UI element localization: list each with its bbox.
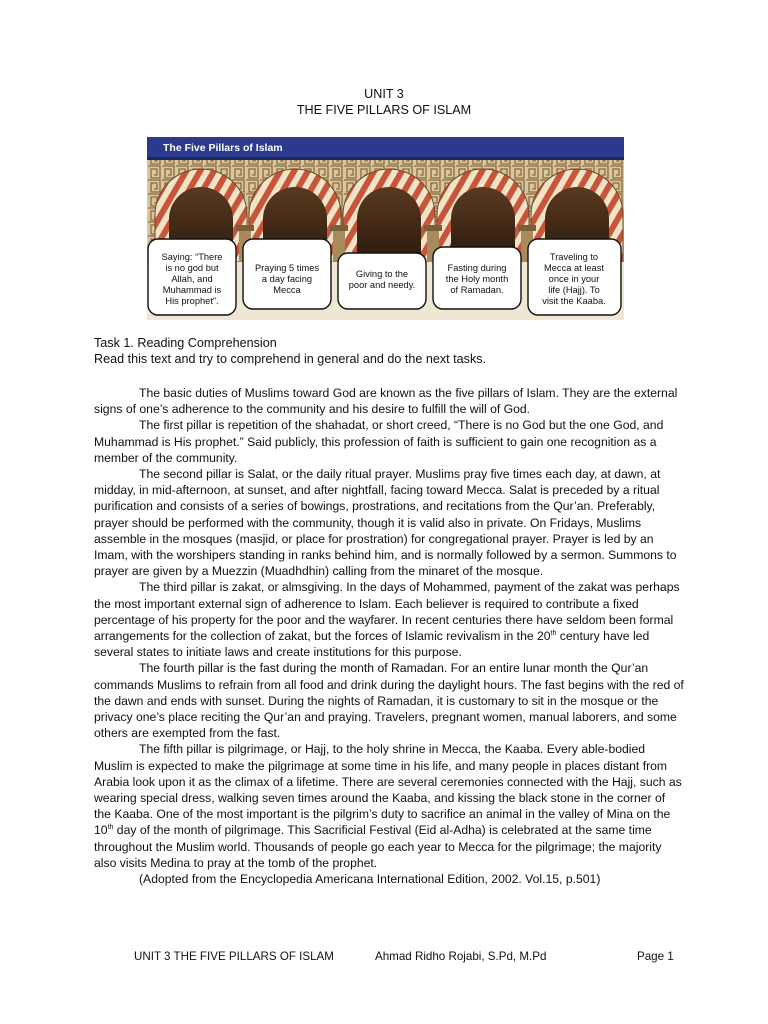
caption-5-line-1: Traveling to bbox=[549, 252, 599, 262]
page-header bbox=[0, 86, 768, 118]
task-title: Task 1. Reading Comprehension bbox=[94, 336, 277, 350]
task-instruction: Read this text and try to comprehend in general and do the next tasks. bbox=[94, 352, 487, 366]
fifth-pillar-text-a: The fifth pillar is pilgrimage, or Hajj, to the holy shrine in Mecca, the Kaaba. Every able-bodied Muslim is expected to make the pilgrimage at some time in his life, and many people in places distant from Arabia look upon it as the climax of a lifetime. There are several ceremonies connected with the Hajj, such as wearing special dress, walking seven times around the Kaaba, and kissing the black stone in the corner of the Kaaba. One of the most important is the pilgrim’s duty to sacrifice an animal in the valley of Mina on the 10 bbox=[94, 742, 682, 838]
five-pillars-illustration bbox=[147, 137, 624, 320]
unit-label: UNIT 3 bbox=[364, 87, 404, 101]
caption-4-line-3: of Ramadan. bbox=[450, 285, 504, 295]
footer-page-number: Page 1 bbox=[637, 950, 674, 963]
paragraph-second-pillar: The second pillar is Salat, or the daily ritual prayer. Muslims pray five times each day, at dawn, at midday, in mid-afternoon, at sunset, and after nightfall, facing toward Mecca. Salat is preceded by a ritual purification and consists of a series of bowings, prostrations, and recitations from the Qur’an. Preferably, prayer should be performed with the community, though it is valid also in private. On Fridays, Muslims assemble in the mosques (masjid, or place for prostration) for congregational prayer. Prayer is led by an Imam, with the worshipers standing in ranks behind him, and is normally followed by a sermon. Summons to prayer are given by a Muezzin (Muadhdhin) calling from the minaret of the mosque. bbox=[94, 467, 677, 579]
banner-title: The Five Pillars of Islam bbox=[163, 142, 283, 154]
paragraph-intro: The basic duties of Muslims toward God are known as the five pillars of Islam. They are the external signs of one’s adherence to the community and his desire to fulfill the will of God. bbox=[94, 386, 678, 417]
caption-4-line-2: the Holy month bbox=[445, 274, 509, 284]
third-pillar-superscript: th bbox=[550, 630, 557, 638]
third-pillar-text-b: century have led several states to initiate laws and create institutions for this purpose. bbox=[94, 629, 650, 660]
task-section bbox=[94, 335, 684, 367]
caption-1-line-5: His prophet”. bbox=[165, 296, 219, 306]
third-pillar-text-a: The third pillar is zakat, or almsgiving. In the days of Mohammed, payment of the zakat was perhaps the most important external sign of adherence to Islam. Each believer is required to contribute a fixed percentage of his property for the poor and the wayfarer. In recent centuries there have seldom been formal arrangements for the collection of zakat, but the forces of Islamic revivalism in the 20 bbox=[94, 580, 680, 644]
caption-1-line-3: Allah, and bbox=[171, 274, 213, 284]
caption-5 bbox=[542, 252, 606, 306]
footer-author: Ahmad Ridho Rojabi, S.Pd, M.Pd bbox=[375, 950, 547, 963]
footer-unit-title: UNIT 3 THE FIVE PILLARS OF ISLAM bbox=[134, 950, 334, 963]
caption-1-line-4: Muhammad is bbox=[162, 285, 222, 295]
source-citation: (Adopted from the Encyclopedia Americana International Edition, 2002. Vol.15, p.501) bbox=[139, 872, 601, 887]
caption-5-line-2: Mecca at least bbox=[544, 263, 604, 273]
caption-4 bbox=[446, 263, 509, 295]
caption-3 bbox=[349, 269, 416, 290]
caption-5-line-4: life (Hajj). To bbox=[548, 285, 600, 295]
fifth-pillar-text-b: day of the month of pilgrimage. This Sacrificial Festival (Eid al-Adha) is celebrated at the same time throughout the Muslim world. Thousands of people go each year to Mecca for the pilgrimage; the majority also visits Medina to pray at the tomb of the prophet. bbox=[94, 823, 662, 870]
caption-3-line-2: poor and needy. bbox=[348, 280, 416, 290]
caption-1-line-1: Saying: “There bbox=[161, 252, 223, 262]
caption-5-line-3: once in your bbox=[548, 274, 600, 284]
paragraph-fourth-pillar: The fourth pillar is the fast during the month of Ramadan. For an entire lunar month the Qur’an commands Muslims to refrain from all food and drink during the daylight hours. The fast begins with the red of the dawn and ends with sunset. During the nights of Ramadan, it is customary to sit in the mosque or the privacy one’s place reciting the Qur’an and praying. Travelers, pregnant women, manual laborers, and some others are exempted from the fast. bbox=[94, 661, 684, 741]
caption-2-line-1: Praying 5 times bbox=[254, 263, 320, 273]
caption-2-line-2: a day facing bbox=[261, 274, 313, 284]
caption-1-line-2: is no god but bbox=[165, 263, 219, 273]
caption-3-line-1: Giving to the bbox=[355, 269, 409, 279]
fifth-pillar-superscript: th bbox=[107, 824, 114, 832]
caption-4-line-1: Fasting during bbox=[447, 263, 507, 273]
paragraph-first-pillar: The first pillar is repetition of the shahadat, or short creed, “There is no God but the one God, and Muhammad is His prophet.” Said publicly, this profession of faith is sufficient to gain one recognition as a member of the community. bbox=[94, 418, 664, 465]
caption-5-line-5: visit the Kaaba. bbox=[542, 296, 606, 306]
paragraph-third-pillar bbox=[94, 579, 684, 660]
reading-text bbox=[94, 385, 684, 887]
page-title: THE FIVE PILLARS OF ISLAM bbox=[296, 103, 472, 117]
caption-2-line-3: Mecca bbox=[273, 285, 301, 295]
paragraph-fifth-pillar bbox=[94, 741, 684, 871]
